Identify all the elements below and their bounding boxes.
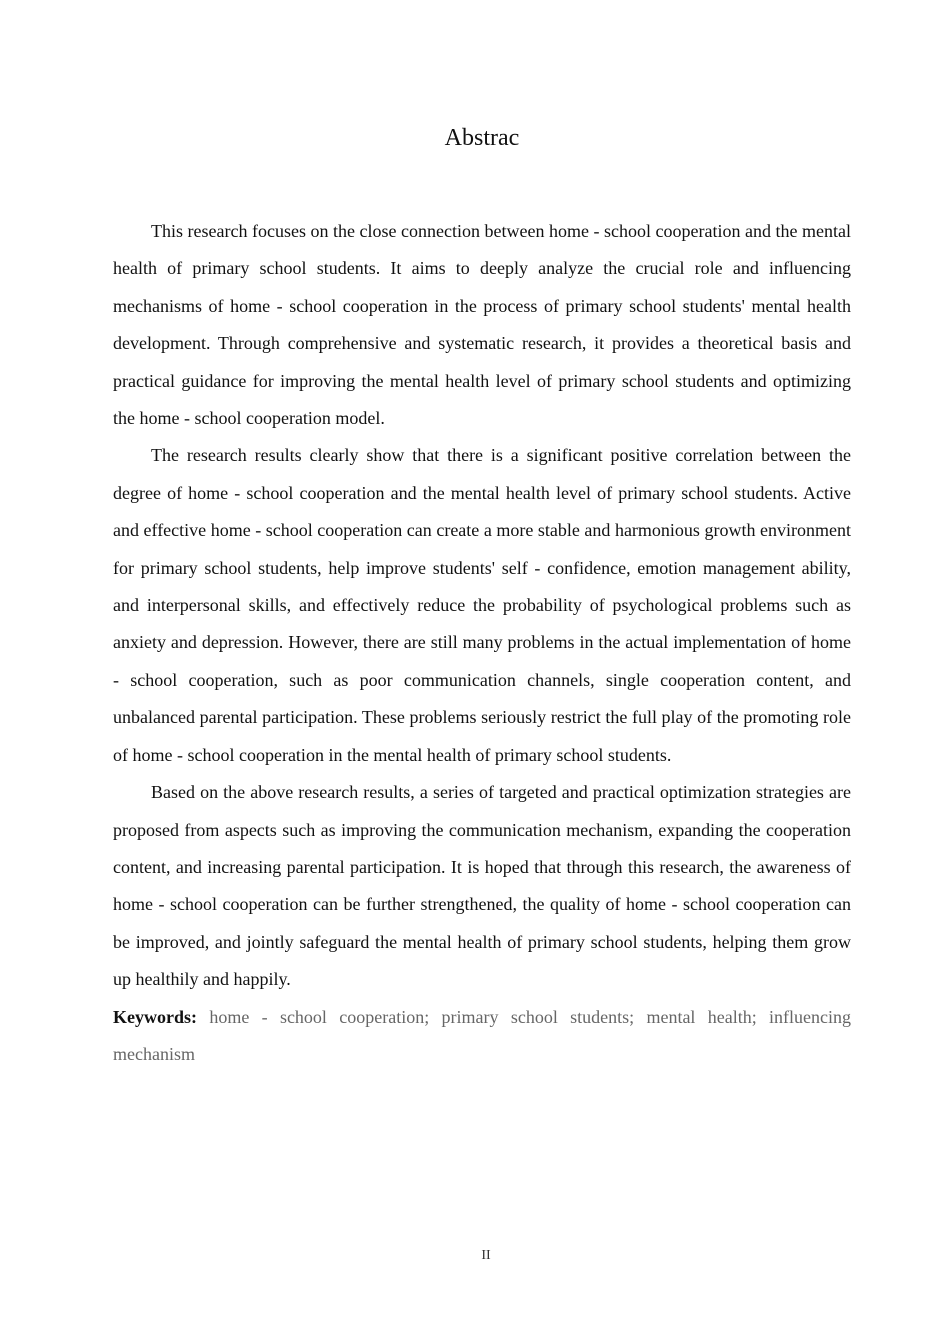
- abstract-paragraph-2: The research results clearly show that there is a significant positive correlation between the degree of home - school cooperation and the mental health level of primary school students. Active and effective home - school cooperation can create a more stable and harmonious growth environment for primary school students, help improve students' self - confidence, emotion management ability, and interpersonal skills, and effectively reduce the probability of psychological problems such as anxiety and depression. However, there are still many problems in the actual implementation of home - school cooperation, such as poor communication channels, single cooperation content, and unbalanced parental participation. These problems seriously restrict the full play of the promoting role of home - school cooperation in the mental health of primary school students.: [113, 445, 851, 765]
- abstract-paragraph-3: Based on the above research results, a series of targeted and practical optimization strategies are proposed from aspects such as improving the communication mechanism, expanding the cooperation content, and increasing parental participation. It is hoped that through this research, the awareness of home - school cooperation can be further strengthened, the quality of home - school cooperation can be improved, and jointly safeguard the mental health of primary school students, helping them grow up healthily and happily.: [113, 782, 851, 990]
- keywords-list: home - school cooperation; primary school students; mental health; influencing mechanism: [113, 1006, 852, 1064]
- abstract-body: [113, 213, 851, 1073]
- page-title: Abstrac: [444, 125, 520, 151]
- abstract-paragraph-1: This research focuses on the close connection between home - school cooperation and the mental health of primary school students. It aims to deeply analyze the crucial role and influencing mechanisms of home - school cooperation in the process of primary school students' mental health development. Through comprehensive and systematic research, it provides a theoretical basis and practical guidance for improving the mental health level of primary school students and optimizing the home - school cooperation model.: [113, 221, 851, 429]
- keywords-line: [113, 999, 851, 1074]
- page-number: II: [481, 1248, 491, 1263]
- keywords-label: Keywords:: [113, 1006, 197, 1027]
